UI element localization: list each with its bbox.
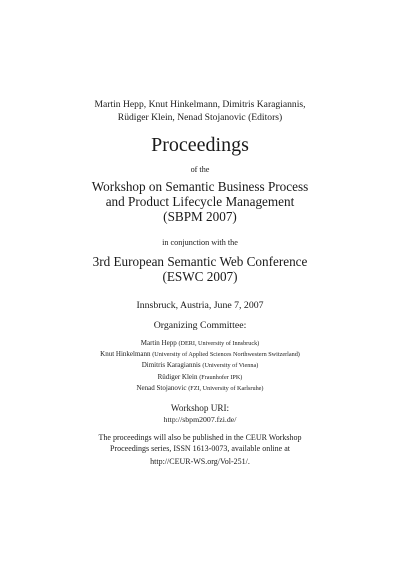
member-name: Rüdiger Klein [157, 372, 198, 381]
workshop-uri-label: Workshop URI: [170, 403, 230, 413]
editors-line-1: Martin Hepp, Knut Hinkelmann, Dimitris Karagiannis, [94, 99, 306, 110]
committee-member [0, 372, 400, 383]
publication-line-1: The proceedings will also be published in the CEUR Workshop [98, 433, 302, 442]
member-name: Martin Hepp [140, 339, 177, 347]
member-affiliation: (University of Applied Sciences Northwestern Switzerland) [152, 351, 300, 359]
workshop-name [0, 179, 400, 224]
place-date: Innsbruck, Austria, June 7, 2007 [136, 300, 264, 311]
publication-line-2: Proceedings series, ISSN 1613-0073, available online at [110, 443, 290, 453]
committee-member [0, 338, 400, 349]
editors-block [0, 98, 400, 124]
member-affiliation: (FZI, University of Karlsruhe) [188, 384, 264, 392]
of-the-text: of the [190, 165, 210, 174]
publication-note [0, 433, 400, 454]
member-name: Knut Hinkelmann [100, 350, 151, 359]
workshop-line-2: and Product Lifecycle Management [105, 194, 295, 209]
page-title: Proceedings [151, 134, 249, 156]
committee-member [0, 349, 400, 360]
conference-name [0, 254, 400, 284]
workshop-line-1: Workshop on Semantic Business Process [91, 179, 309, 194]
member-affiliation: (University of Vienna) [202, 362, 259, 370]
committee-heading: Organizing Committee: [153, 320, 247, 331]
committee-member [0, 360, 400, 371]
member-name: Dimitris Karagiannis [141, 361, 201, 370]
conjunction-text: in conjunction with the [162, 238, 238, 247]
conference-line-2: (ESWC 2007) [162, 269, 238, 284]
member-affiliation: (DERI, University of Innsbruck) [178, 340, 260, 347]
committee-member [0, 383, 400, 394]
editors-line-2: Rüdiger Klein, Nenad Stojanovic (Editors) [117, 112, 283, 123]
workshop-uri-link[interactable]: http://sbpm2007.fzi.de/ [163, 415, 237, 424]
conference-line-1: 3rd European Semantic Web Conference [92, 254, 308, 269]
committee-members [0, 338, 400, 394]
publication-url-link[interactable]: http://CEUR-WS.org/Vol-251/. [150, 457, 250, 466]
member-name: Nenad Stojanovic [136, 383, 187, 392]
workshop-line-3: (SBPM 2007) [163, 209, 237, 224]
member-affiliation: (Fraunhofer IPK) [199, 373, 243, 381]
